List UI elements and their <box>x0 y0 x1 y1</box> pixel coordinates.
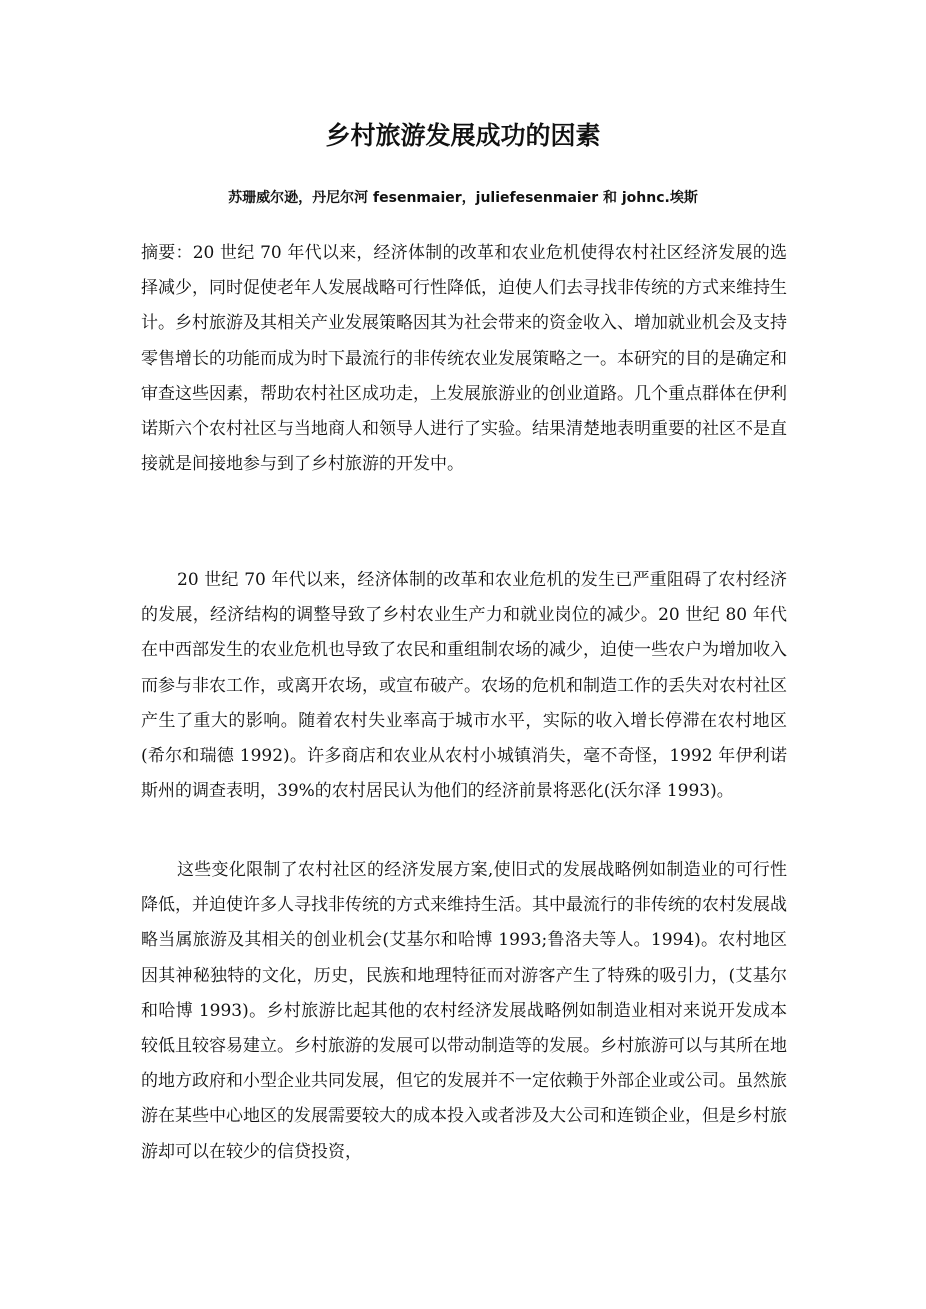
body-paragraph-1: 20 世纪 70 年代以来，经济体制的改革和农业危机的发生已严重阻碍了农村经济的发展，经济结构的调整导致了乡村农业生产力和就业岗位的减少。20 世纪 80 年代在中西部发生的农业危机也导致了农民和重组制农场的减少，迫使一些农户为增加收入而参与非农工作，或离开农场，或宣布破产。农场的危机和制造工作的丢失对农村社区产生了重大的影响。随着农村失业率高于城市水平，实际的收入增长停滞在农村地区(希尔和瑞德 1992)。许多商店和农业从农村小城镇消失，毫不奇怪，1992 年伊利诺斯州的调查表明，39%的农村居民认为他们的经济前景将恶化(沃尔泽 1993)。 <box>141 570 787 802</box>
body-paragraph-2: 这些变化限制了农村社区的经济发展方案,使旧式的发展战略例如制造业的可行性降低，并迫使许多人寻找非传统的方式来维持生活。其中最流行的非传统的农村发展战略当属旅游及其相关的创业机会(艾基尔和哈博 1993;鲁洛夫等人。1994)。农村地区因其神秘独特的文化，历史，民族和地理特征而对游客产生了特殊的吸引力，(艾基尔和哈博 1993)。乡村旅游比起其他的农村经济发展战略例如制造业相对来说开发成本较低且较容易建立。乡村旅游的发展可以带动制造等的发展。乡村旅游可以与其所在地的地方政府和小型企业共同发展，但它的发展并不一定依赖于外部企业或公司。虽然旅游在某些中心地区的发展需要较大的成本投入或者涉及大公司和连锁企业，但是乡村旅游却可以在较少的信贷投资， <box>141 860 788 1162</box>
abstract-paragraph: 摘要：20 世纪 70 年代以来，经济体制的改革和农业危机使得农村社区经济发展的选择减少，同时促使老年人发展战略可行性降低，迫使人们去寻找非传统的方式来维持生计。乡村旅游及其相关产业发展策略因其为社会带来的资金收入、增加就业机会及支持零售增长的功能而成为时下最流行的非传统农业发展策略之一。本研究的目的是确定和审查这些因素，帮助农村社区成功走，上发展旅游业的创业道路。几个重点群体在伊利诺斯六个农村社区与当地商人和领导人进行了实验。结果清楚地表明重要的社区不是直接就是间接地参与到了乡村旅游的开发中。 <box>141 243 787 475</box>
paper-title: 乡村旅游发展成功的因素 <box>325 121 601 150</box>
author-line: 苏珊威尔逊，丹尼尔河 fesenmaier，juliefesenmaier 和 johnc.埃斯 <box>228 190 698 206</box>
